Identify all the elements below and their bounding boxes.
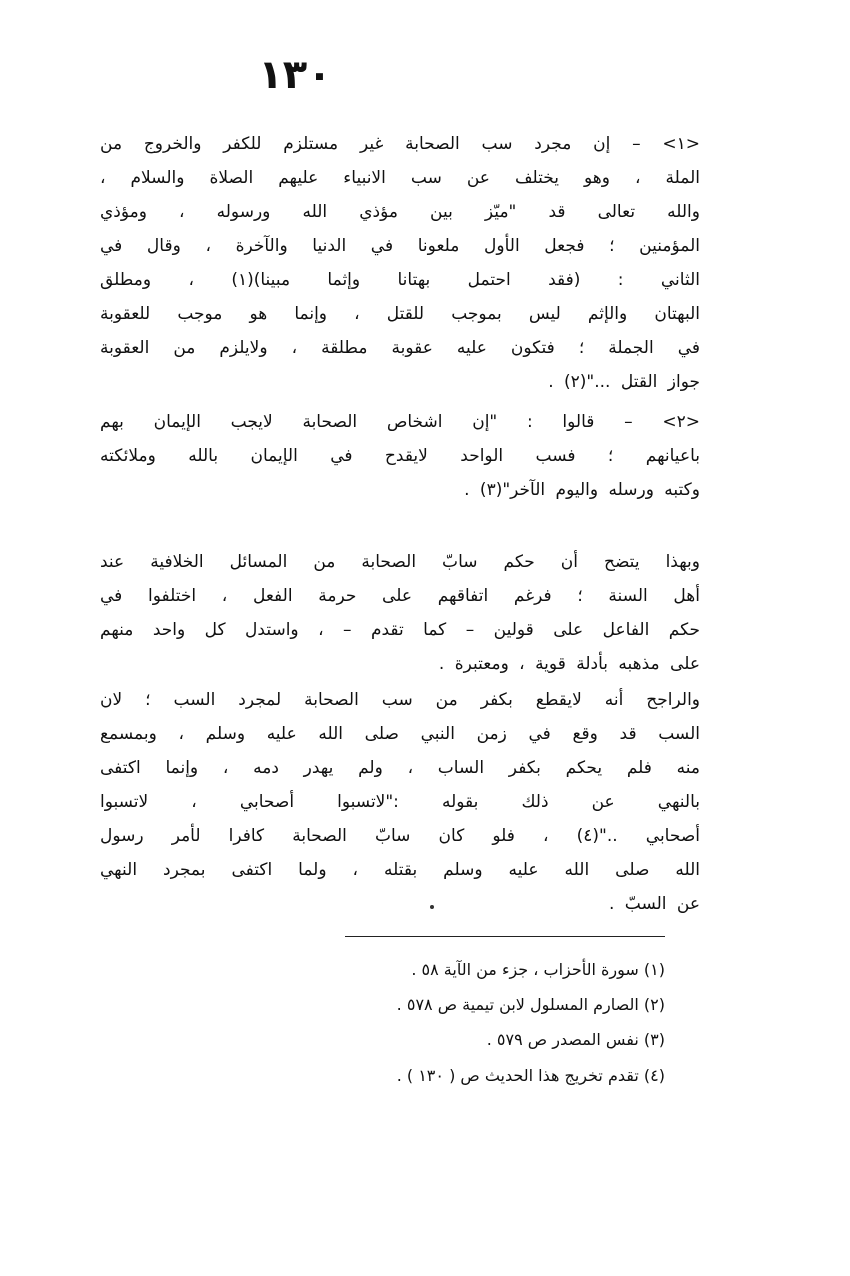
page-number: ١٣٠	[258, 52, 332, 98]
footnote-4: (٤) تقدم تخريج هذا الحديث ص ( ١٣٠ ) .	[396, 1066, 665, 1085]
text-line: حكم الفاعل على قولين – كما تقدم – ، واستدل كل واحد منهم	[100, 620, 700, 640]
text-line: منه فلم يحكم بكفر الساب ، ولم يهدر دمه ، وإنما اكتفى	[100, 758, 700, 778]
text-line: الله صلى الله عليه وسلم بقتله ، ولما اكتفى بمجرد النهي	[100, 860, 700, 880]
paragraph-1	[100, 545, 700, 681]
text-line: الملة ، وهو يختلف عن سب الانبياء عليهم الصلاة والسلام ،	[100, 168, 700, 188]
text-line: وكتبه ورسله واليوم الآخر"(٣) .	[464, 480, 700, 500]
text-line: في الجملة ؛ فتكون عليه عقوبة مطلقة ، ولايلزم من العقوبة	[100, 338, 700, 358]
text-line: المؤمنين ؛ فجعل الأول ملعونا في الدنيا والآخرة ، وقال في	[100, 236, 700, 256]
text-line: الثاني : (فقد احتمل بهتانا وإثما مبينا)(١) ، ومطلق	[100, 270, 700, 290]
text-line: البهتان والإثم ليس بموجب للقتل ، وإنما هو موجب للعقوبة	[100, 304, 700, 324]
text-line: على مذهبه بأدلة قوية ، ومعتبرة .	[438, 654, 700, 674]
footnote-2: (٢) الصارم المسلول لابن تيمية ص ٥٧٨ .	[396, 995, 665, 1014]
footnote-1: (١) سورة الأحزاب ، جزء من الآية ٥٨ .	[411, 960, 665, 979]
text-line: <٢> – قالوا : "إن اشخاص الصحابة لايجب الإيمان بهم	[100, 412, 700, 432]
quote-1	[100, 127, 700, 399]
text-line: أصحابي .."(٤) ، فلو كان سابّ الصحابة كافرا لأمر رسول	[100, 826, 700, 846]
scan-speck	[430, 905, 434, 909]
footnote-divider	[345, 936, 665, 937]
text-line: بالنهي عن ذلك بقوله :"لاتسبوا أصحابي ، لاتسبوا	[100, 792, 700, 812]
quote-2	[100, 405, 700, 507]
text-line: وبهذا يتضح أن حكم سابّ الصحابة من المسائل الخلافية عند	[100, 552, 700, 572]
text-line: <١> – إن مجرد سب الصحابة غير مستلزم للكفر والخروج من	[100, 134, 700, 154]
text-line: والراجح أنه لايقطع بكفر من سب الصحابة لمجرد السب ؛ لان	[100, 690, 700, 710]
text-line: أهل السنة ؛ فرغم اتفاقهم على حرمة الفعل ، اختلفوا في	[100, 586, 700, 606]
footnote-3: (٣) نفس المصدر ص ٥٧٩ .	[486, 1030, 665, 1049]
text-line: جواز القتل ..."(٢) .	[548, 372, 700, 392]
text-line: والله تعالى قد "ميّز بين مؤذي الله ورسوله ، ومؤذي	[100, 202, 700, 222]
text-line: باعيانهم ؛ فسب الواحد لايقدح في الإيمان بالله وملائكته	[100, 446, 700, 466]
text-line: السب قد وقع في زمن النبي صلى الله عليه وسلم ، وبمسمع	[100, 724, 700, 744]
text-line: عن السبّ .	[608, 894, 700, 914]
paragraph-2	[100, 683, 700, 921]
